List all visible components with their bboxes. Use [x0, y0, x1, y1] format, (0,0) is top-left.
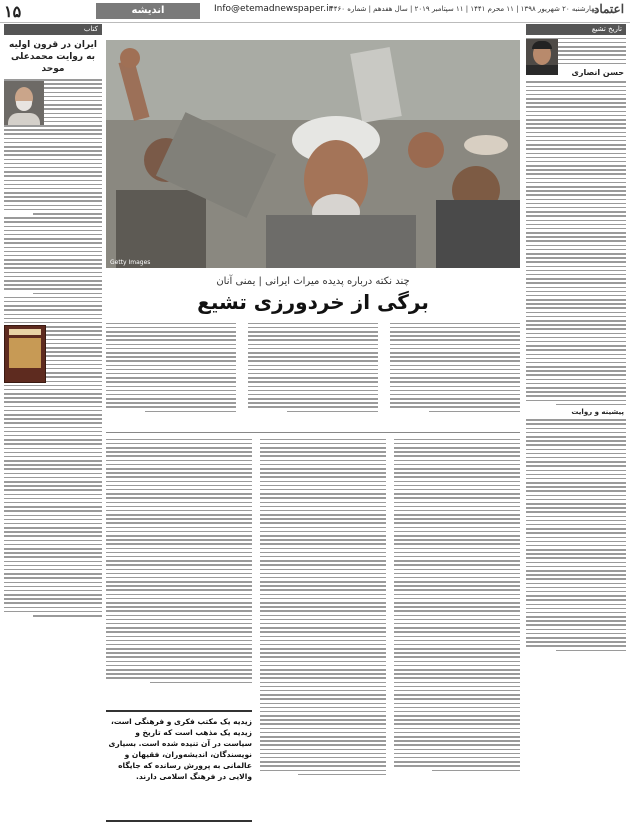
article-headline: برگی از خردورزی تشیع: [197, 290, 429, 314]
right-column: [526, 24, 626, 818]
newspaper-logo: اعتماد: [593, 2, 625, 16]
left-column: [4, 24, 102, 818]
article-subhead: چند نکته درباره پدیده میراث ایرانی | یمنی آنان: [216, 276, 410, 287]
lead-column-1: [106, 320, 236, 430]
author-portrait-image: [4, 81, 44, 125]
pull-quote: زیدیه یک مکتب فکری و فرهنگی است، زیدیه یک مذهب است که تاریخ و سیاست در آن تنیده شده است. بسیاری نویسندگان، اندیشه‌وران، فقیهان و عالمانی به پرورش رسانده که جایگاه والایی در فرهنگ اسلامی دارند.: [106, 710, 252, 822]
left-section-tag: کتاب: [4, 24, 102, 35]
email-link[interactable]: Info@etemadnewspaper.ir: [214, 4, 333, 14]
photo-credit: Getty Images: [110, 259, 151, 266]
lead-column-2: [248, 320, 378, 430]
book-cover-image: [4, 325, 46, 383]
lead-column-3: [390, 320, 520, 430]
page-number: ۱۵: [4, 2, 22, 21]
right-article-body: [526, 81, 626, 405]
dateline: چهارشنبه ۲۰ شهریور ۱۳۹۸ | ۱۱ محرم ۱۴۴۱ | ۱۱ سپتامبر ۲۰۱۹ | سال هفدهم | شماره ۴۴۶۰: [330, 5, 599, 13]
section-label: اندیشه: [96, 3, 200, 19]
right-section-tag: تاریخ تشیع: [526, 24, 626, 35]
body-column-3: [394, 436, 520, 816]
columnist-name: حسن انصاری: [571, 68, 624, 78]
body-column-1: [106, 436, 252, 706]
right-subsection-title: پیشینه و روایت: [571, 408, 624, 417]
right-article-body-continued: [526, 419, 626, 651]
main-article: [106, 24, 522, 818]
section-divider: [106, 432, 520, 433]
masthead-bar: [0, 0, 630, 23]
columnist-portrait-image: [526, 39, 558, 75]
body-column-2: [260, 436, 386, 816]
protest-photo-image: [106, 40, 520, 268]
left-article-title: ایران در قرون اولیه به روایت محمدعلی موحد: [9, 40, 97, 74]
